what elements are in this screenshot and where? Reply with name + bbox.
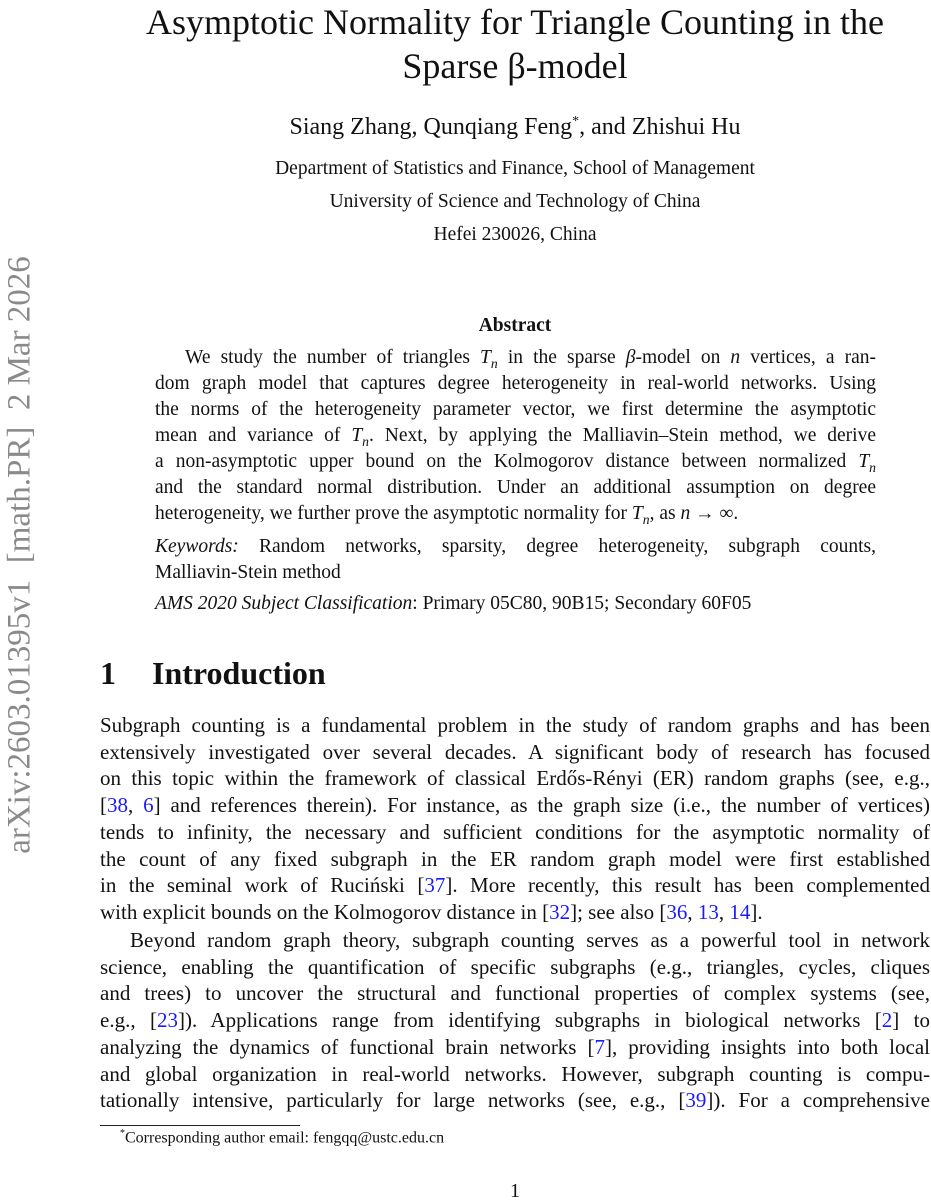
citation-link[interactable]: 6 [143,793,154,818]
text-segment: ]; see also [ [570,899,667,924]
text-line [100,739,930,766]
text-segment: vertices, a ran- [740,347,876,368]
text-line [155,423,876,449]
text-line [100,927,930,954]
section-heading [100,655,326,692]
footnote-text: Corresponding author email: fengqq@ustc.edu.cn [125,1129,445,1147]
citation-link[interactable]: 23 [156,1008,178,1033]
text-segment: , [128,793,144,818]
ams-classification [155,593,876,615]
citation-link[interactable]: 36 [666,899,688,924]
text-segment: , [687,899,698,924]
math-text: β [625,347,636,368]
text-line [100,1034,930,1061]
intro-paragraph [100,712,930,926]
citation-link[interactable]: 7 [594,1034,605,1059]
text-segment: Subgraph counting is a fundamental problem in the study of random graphs and has been [100,713,930,737]
text-segment: ] to [892,1008,930,1033]
text-segment: science, enabling the quantification of specific subgraphs (e.g., triangles, cycles, cliques [100,954,930,979]
text-line [155,560,876,586]
section-number: 1 [100,655,116,691]
text-segment: and trees) to uncover the structural and functional properties of complex systems (see, [100,981,930,1006]
subscript: n [869,459,876,475]
text-segment: ] and references therein). For instance, as the graph size (i.e., the number of vertices) [153,793,930,818]
corresponding-mark: * [572,114,580,129]
text-segment: We study the number of triangles [185,347,481,368]
abstract-text [155,345,876,527]
text-line [100,1007,930,1034]
section-title: Introduction [152,655,326,691]
text-segment: in the sparse [497,347,626,368]
text-segment: tationally intensive, particularly for large networks (see, e.g., [ [100,1088,686,1113]
text-segment: heterogeneity, we further prove the asymptotic normality for [155,503,632,524]
text-segment: e.g., [ [100,1008,157,1033]
text-segment: -model on [635,347,731,368]
intro-paragraph [100,927,930,1114]
text-segment: the norms of the heterogeneity parameter vector, we first determine the asymptotic [155,399,876,420]
text-segment: ]. More recently, this result has been complemented [445,873,930,898]
author-names-rest: , and Zhishui Hu [579,114,741,140]
author-names: Siang Zhang, Qunqiang Feng [289,114,573,140]
subscript: n [642,511,650,527]
text-segment: extensively investigated over several decades. A significant body of research has focused [100,739,930,764]
text-line [155,475,876,501]
text-line [100,1087,930,1114]
keywords [155,534,876,586]
title-line: Sparse β-model [402,46,628,86]
math-text: n [680,503,691,524]
text-segment: in the seminal work of Ruciński [ [100,873,425,898]
text-line [100,712,930,739]
abstract-heading: Abstract [478,315,552,336]
text-segment: analyzing the dynamics of functional brain networks [ [100,1034,595,1059]
math-text: T [351,425,363,446]
footnote [120,1128,444,1147]
text-segment: a non-asymptotic upper bound on the Kolmogorov distance between normalized [155,451,859,472]
text-segment: and the standard normal distribution. Under an additional assumption on degree [155,477,876,498]
text-segment: [ [100,793,107,818]
citation-link[interactable]: 38 [107,793,128,818]
text-segment: Malliavin-Stein method [155,562,341,583]
citation-link[interactable]: 13 [697,899,719,924]
text-segment: ]). Applications range from identifying subgraphs in biological networks [ [177,1008,882,1033]
authors [100,114,930,141]
footnote-rule [100,1125,300,1126]
citation-link[interactable]: 14 [729,899,751,924]
ams-text: : Primary 05C80, 90B15; Secondary 60F05 [412,593,752,614]
math-text: T [858,451,870,472]
text-segment: , as [649,503,681,524]
subscript: n [362,433,369,449]
text-segment: Beyond random graph theory, subgraph counting serves as a powerful tool in network [130,928,930,952]
math-text: T [480,347,491,368]
text-line [100,1061,930,1088]
text-segment: ]). For a comprehensive [706,1088,930,1113]
text-line [155,345,876,371]
text-segment: → ∞. [690,503,739,524]
math-text: n [730,347,741,368]
citation-link[interactable]: 39 [685,1088,707,1113]
footnote-mark: * [120,1128,125,1139]
ams-label: AMS 2020 Subject Classification [155,593,413,614]
text-line [155,371,876,397]
text-line [100,899,930,926]
text-line [155,397,876,423]
text-line [100,954,930,981]
text-line [100,792,930,819]
text-segment: , [718,899,730,924]
affiliation-line: Hefei 230026, China [433,224,597,245]
text-segment: on this topic within the framework of classical Erdős-Rényi (ER) random graphs (see, e.g., [100,766,930,791]
paper-title [100,0,930,88]
text-segment: with explicit bounds on the Kolmogorov distance in [ [100,899,550,924]
affiliation-line: Department of Statistics and Finance, School of Management [275,158,755,179]
text-segment: ], providing insights into both local [604,1034,930,1059]
title-line: Asymptotic Normality for Triangle Counting in the [146,2,884,42]
text-line [100,846,930,873]
text-segment: Random networks, sparsity, degree heterogeneity, subgraph counts, [238,536,876,557]
text-segment: dom graph model that captures degree heterogeneity in real-world networks. Using [155,373,876,394]
text-line [100,765,930,792]
text-line [100,872,930,899]
text-segment: ]. [750,899,763,924]
text-segment: mean and variance of [155,425,352,446]
text-line [100,980,930,1007]
text-segment: and global organization in real-world networks. However, subgraph counting is compu- [100,1061,930,1086]
text-segment: tends to infinity, the necessary and sufficient conditions for the asymptotic normality of [100,819,930,844]
page-number: 1 [510,1180,520,1202]
citation-link[interactable]: 32 [549,899,571,924]
math-text: T [631,503,643,524]
citation-link[interactable]: 37 [424,873,446,898]
text-line [155,449,876,475]
text-line [155,501,876,527]
text-segment: . Next, by applying the Malliavin–Stein method, we derive [369,425,876,446]
affiliation [100,152,930,251]
affiliation-line: University of Science and Technology of China [329,191,701,212]
text-segment: the count of any fixed subgraph in the ER random graph model were first established [100,846,930,871]
text-line [100,819,930,846]
citation-link[interactable]: 2 [881,1008,893,1033]
subscript: n [490,355,498,371]
arxiv-id: arXiv:2603.01395v1 [math.PR] 2 Mar 2026 [1,256,38,854]
text-line [155,534,876,560]
math-text: Keywords: [155,536,239,557]
